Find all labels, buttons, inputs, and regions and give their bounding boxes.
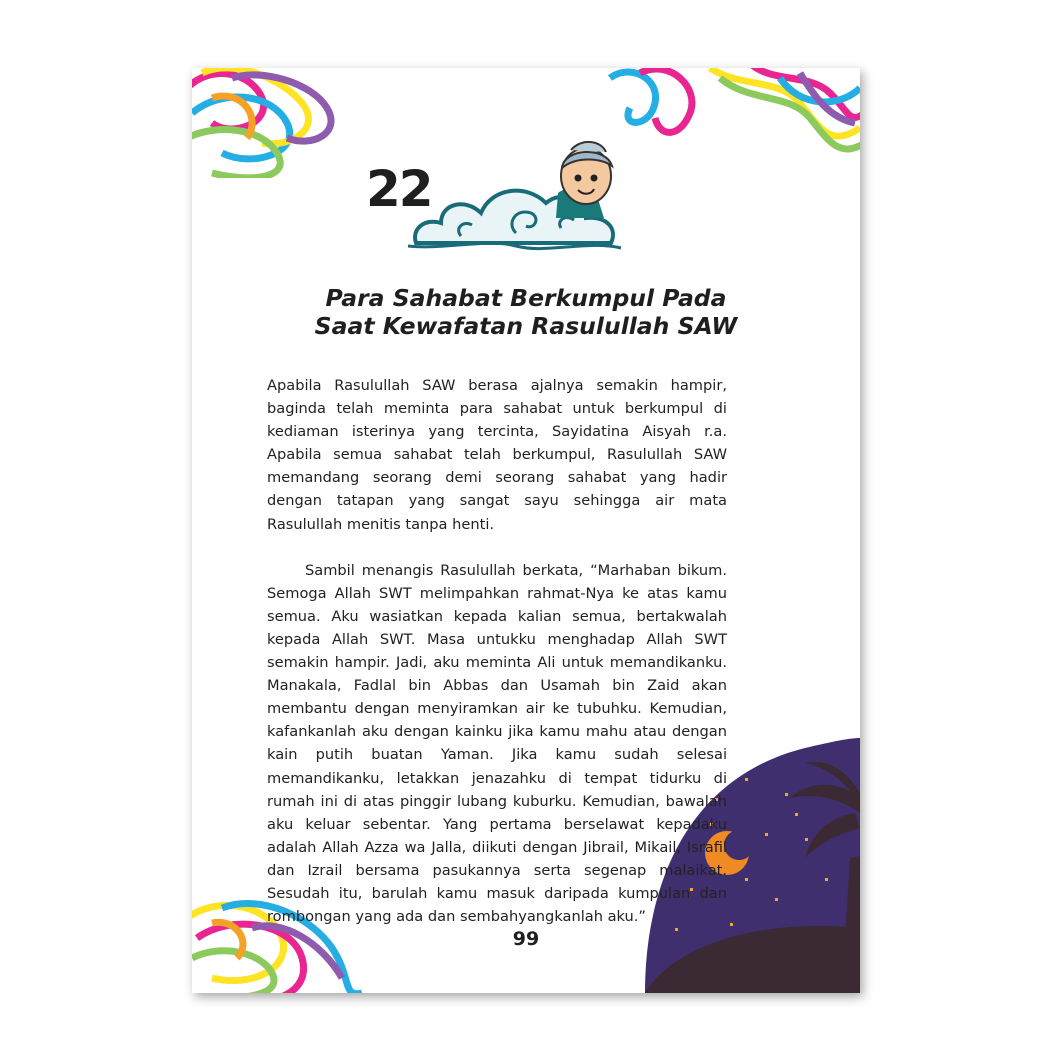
swirl-decoration-top-right bbox=[600, 68, 860, 158]
boy-character-icon bbox=[556, 142, 612, 218]
book-page bbox=[192, 68, 860, 993]
paragraph-2: Sambil menangis Rasulullah berkata, “Marhaban bikum. Semoga Allah SWT melimpahkan rahmat-Nya ke atas kamu semua. Aku wasiatkan kepada kalian semua, bertakwalah kepada Allah SWT. Masa untukku menghadap Allah SWT semakin hampir. Jadi, aku meminta Ali untuk memandikanku. Manakala, Fadlal bin Abbas dan Usamah bin Zaid akan membantu dengan menyiramkan air ke tubuhku. Kemudian, kafankanlah aku dengan kainku jika kamu mahu atau dengan kain putih buatan Yaman. Jika kamu sudah selesai memandikanku, letakkan jenazahku di tempat tidurku di rumah ini di atas pinggir lubang kuburku. Kemudian, bawalah aku keluar sebentar. Yang pertama berselawat kepadaku adalah Allah Azza wa Jalla, diikuti dengan Jibrail, Mikail, Israfil dan Izrail bersama pasukannya serta segenap malaikat. Sesudah itu, barulah kamu masuk daripada kumpulan dan rombongan yang ada dan sembahyangkanlah aku.” bbox=[267, 561, 727, 926]
story-body bbox=[267, 374, 727, 928]
title-line-1: Para Sahabat Berkumpul Pada bbox=[325, 284, 727, 312]
page-number: 99 bbox=[512, 928, 540, 950]
swirl-decoration-top-left bbox=[192, 68, 342, 178]
cloud-icon bbox=[406, 128, 636, 263]
chapter-title bbox=[252, 284, 800, 340]
paragraph-1: Apabila Rasulullah SAW berasa ajalnya semakin hampir, baginda telah meminta para sahabat untuk berkumpul di kediaman isterinya yang tercinta, Sayidatina Aisyah r.a. Apabila semua sahabat telah berkumpul, Rasulullah SAW memandang seorang demi seorang sahabat yang hadir dengan tatapan yang sangat sayu sehingga air mata Rasulullah menitis tanpa henti. bbox=[267, 377, 727, 533]
chapter-number: 22 bbox=[366, 160, 432, 218]
title-line-2: Saat Kewafatan Rasulullah SAW bbox=[314, 312, 738, 340]
